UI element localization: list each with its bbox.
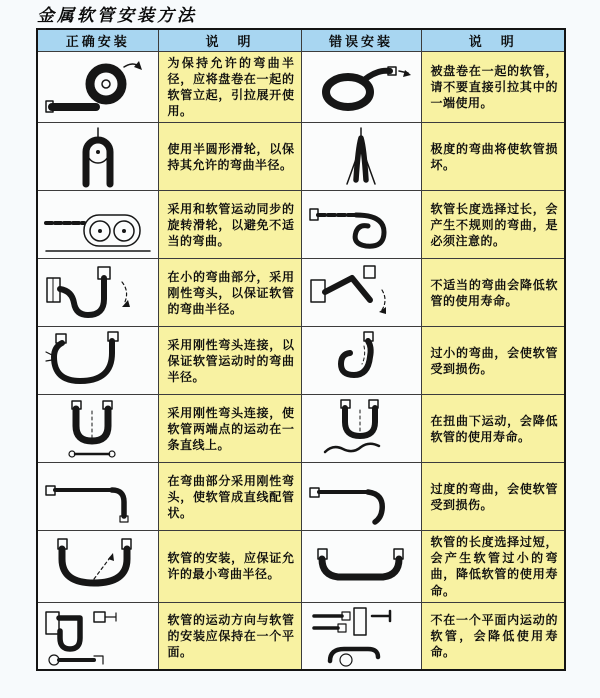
wrong-note-cell (421, 395, 565, 463)
correct-note-cell (158, 52, 301, 123)
note-text: 软管长度选择过长，会产生不规则的弯曲，是必须注意的。 (430, 201, 558, 248)
wrong-note-cell (421, 463, 565, 531)
wrong-illustration-cell (301, 395, 421, 463)
wrong-illustration-cell (301, 463, 421, 531)
sharp-bend-at-connector-illustration (306, 262, 416, 324)
wrong-illustration-cell (301, 123, 421, 191)
note-text: 不适当的弯曲会降低软管的使用寿命。 (430, 277, 558, 308)
table-row (37, 531, 565, 602)
correct-note-cell (158, 531, 301, 602)
page-title: 金属软管安装方法 (37, 6, 197, 26)
wrong-note-cell (421, 191, 565, 259)
table-header-row (37, 29, 565, 52)
correct-note-cell (158, 327, 301, 395)
table-row (37, 259, 565, 327)
note-text: 采用刚性弯头连接，使软管两端点的运动在一条直线上。 (167, 405, 295, 452)
table-row (37, 52, 565, 123)
out-of-plane-motion-illustration (306, 604, 416, 668)
note-text: 软管的运动方向与软管的安装应保持在一个平面。 (167, 612, 295, 659)
header-explanation-2: 说 明 (421, 29, 565, 52)
wrong-illustration-cell (301, 327, 421, 395)
wrong-illustration-cell (301, 259, 421, 327)
note-text: 在弯曲部分采用刚性弯头，使软管成直线配管状。 (167, 473, 295, 520)
note-text: 采用刚性弯头连接，以保证软管运动时的弯曲半径。 (167, 337, 295, 384)
wrong-note-cell (421, 602, 565, 670)
hose-installation-table (36, 28, 566, 671)
wrong-illustration-cell (301, 602, 421, 670)
hose-coil-pulled-from-end-illustration (306, 56, 416, 118)
rigid-elbow-small-bend-illustration (42, 262, 154, 324)
correct-note-cell (158, 602, 301, 670)
note-text: 在扭曲下运动，会降低软管的使用寿命。 (430, 413, 558, 444)
correct-illustration-cell (37, 191, 158, 259)
note-text: 过度的弯曲，会使软管受到损伤。 (430, 481, 558, 512)
hose-hairpin-bend-illustration (316, 126, 406, 188)
note-text: 软管的长度选择过短，会产生软管过小的弯曲，降低软管的使用寿命。 (430, 535, 558, 598)
wrong-note-cell (421, 531, 565, 602)
correct-illustration-cell (37, 123, 158, 191)
table-row (37, 123, 565, 191)
synchronized-rotating-pulleys-illustration (42, 194, 154, 256)
minimum-bend-radius-u-illustration (42, 535, 154, 597)
correct-illustration-cell (37, 259, 158, 327)
header-wrong-install: 错误安装 (301, 29, 421, 52)
note-text: 在小的弯曲部分，采用刚性弯头，以保证软管的弯曲半径。 (167, 269, 295, 316)
motion-in-one-plane-illustration (42, 604, 154, 668)
wrong-note-cell (421, 52, 565, 123)
correct-note-cell (158, 123, 301, 191)
header-correct-install: 正确安装 (37, 29, 158, 52)
correct-note-cell (158, 395, 301, 463)
note-text: 极度的弯曲将使软管损坏。 (430, 141, 558, 172)
u-hose-ends-on-one-line-illustration (48, 398, 148, 460)
table-row (37, 327, 565, 395)
table-row (37, 602, 565, 670)
header-explanation-1: 说 明 (158, 29, 301, 52)
note-text: 为保持允许的弯曲半径，应将盘卷在一起的软管立起，引拉展开使用。 (167, 56, 295, 119)
wrong-note-cell (421, 123, 565, 191)
wrong-illustration-cell (301, 191, 421, 259)
hose-over-pulley-illustration (53, 126, 143, 188)
note-text: 使用半圆形滑轮，以保持其允许的弯曲半径。 (167, 141, 295, 172)
correct-illustration-cell (37, 327, 158, 395)
hose-coil-upright-unrolled-illustration (42, 56, 154, 118)
correct-note-cell (158, 191, 301, 259)
table-row (37, 395, 565, 463)
wrong-note-cell (421, 259, 565, 327)
note-text: 过小的弯曲，会使软管受到损伤。 (430, 345, 558, 376)
rigid-elbow-u-loop-illustration (42, 330, 154, 392)
correct-illustration-cell (37, 531, 158, 602)
note-text: 被盘卷在一起的软管，请不要直接引拉其中的一端使用。 (430, 64, 558, 111)
note-text: 不在一个平面内运动的软管，会降低使用寿命。 (430, 612, 558, 659)
over-bent-corner-illustration (306, 466, 416, 528)
correct-illustration-cell (37, 463, 158, 531)
wrong-illustration-cell (301, 52, 421, 123)
wrong-illustration-cell (301, 531, 421, 602)
correct-illustration-cell (37, 395, 158, 463)
flattened-shallow-bend-illustration (306, 535, 416, 597)
table-row (37, 463, 565, 531)
straight-run-with-rigid-elbow-illustration (42, 466, 154, 528)
table-row (37, 191, 565, 259)
note-text: 软管的安装，应保证允许的最小弯曲半径。 (167, 551, 295, 582)
overlong-hose-loop-illustration (306, 194, 416, 256)
correct-illustration-cell (37, 602, 158, 670)
correct-note-cell (158, 463, 301, 531)
note-text: 采用和软管运动同步的旋转滑轮，以避免不适当的弯曲。 (167, 201, 295, 248)
correct-note-cell (158, 259, 301, 327)
u-hose-under-twist-illustration (311, 398, 411, 460)
tight-hook-bend-illustration (316, 330, 406, 392)
correct-illustration-cell (37, 52, 158, 123)
wrong-note-cell (421, 327, 565, 395)
